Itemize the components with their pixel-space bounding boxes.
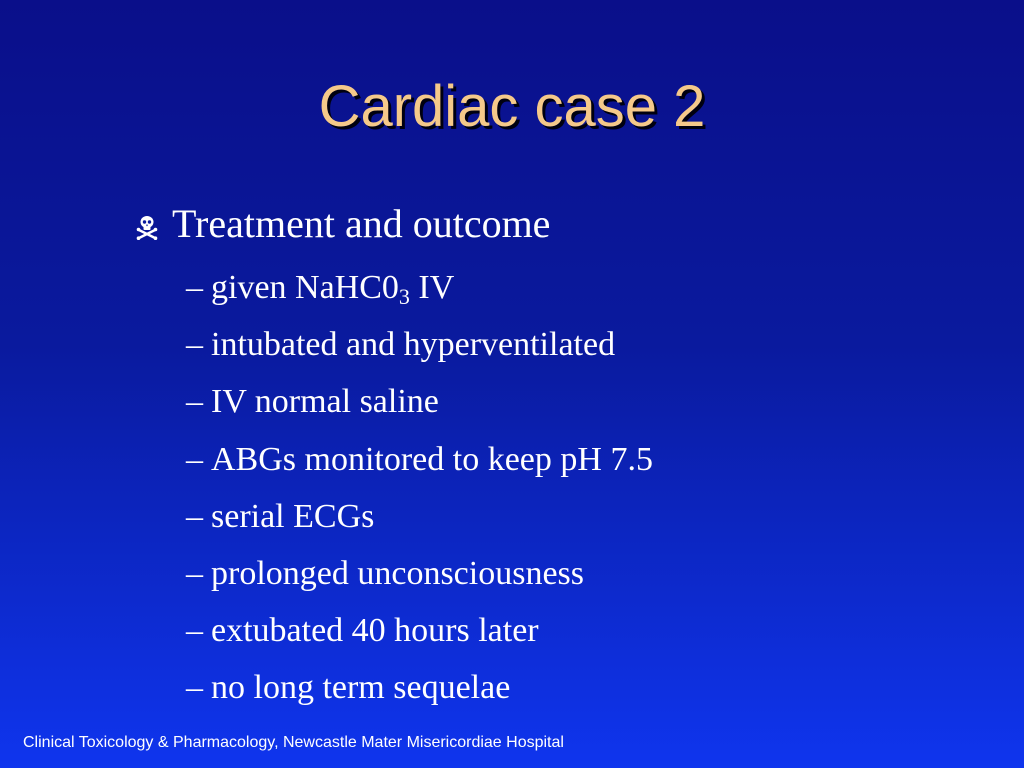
sub-item-text: intubated and hyperventilated (211, 326, 616, 364)
dash: – (186, 669, 203, 707)
dash: – (186, 554, 203, 592)
list-item (186, 266, 653, 323)
dash: – (186, 497, 203, 535)
sub-item-text: IV normal saline (211, 383, 439, 421)
list-item (186, 323, 653, 380)
sub-item-text: given NaHC0 (211, 269, 399, 306)
sub-item-text: no long term sequelae (211, 669, 511, 707)
dash: – (186, 383, 203, 421)
list-item (186, 609, 653, 666)
sub-item-text: prolonged unconsciousness (211, 554, 585, 592)
dash: – (186, 440, 203, 478)
sub-list (186, 266, 653, 724)
bullet-item (134, 201, 551, 246)
sub-item-text: extubated 40 hours later (211, 612, 539, 650)
dash: – (186, 326, 203, 364)
list-item (186, 438, 653, 495)
slide-footer: Clinical Toxicology & Pharmacology, Newcastle Mater Misericordiae Hospital (23, 734, 564, 751)
slide-title: Cardiac case 2 (318, 74, 706, 139)
sub-item-text: ABGs monitored to keep pH 7.5 (211, 440, 653, 478)
list-item (186, 666, 653, 723)
list-item (186, 380, 653, 437)
dash: – (186, 269, 203, 306)
skull-crossbones-icon (134, 214, 160, 240)
dash: – (186, 612, 203, 650)
sub-item-text: serial ECGs (211, 497, 375, 535)
list-item (186, 495, 653, 552)
subscript: 3 (398, 284, 410, 309)
bullet-text: Treatment and outcome (172, 201, 551, 246)
sub-item-text-suffix: IV (409, 269, 455, 306)
list-item (186, 552, 653, 609)
